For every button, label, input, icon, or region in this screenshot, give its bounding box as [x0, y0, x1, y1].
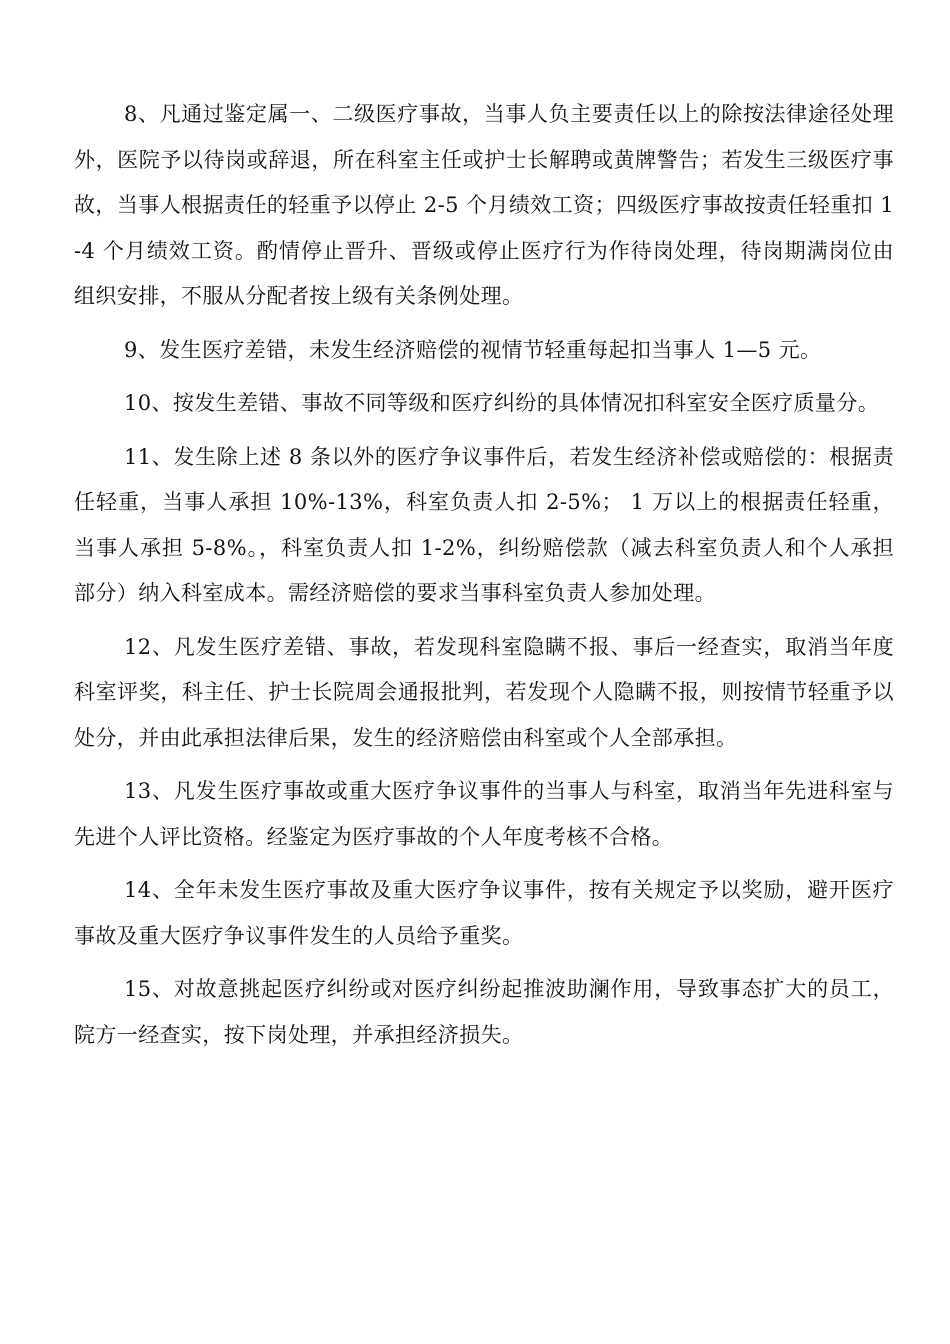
clause-13-paragraph: 13、凡发生医疗事故或重大医疗争议事件的当事人与科室，取消当年先进科室与先进个人评比资格。经鉴定为医疗事故的个人年度考核不合格。	[74, 779, 894, 849]
clause-10-paragraph: 10、按发生差错、事故不同等级和医疗纠纷的具体情况扣科室安全医疗质量分。	[124, 391, 880, 415]
document-body	[74, 92, 894, 1066]
clause-12-paragraph: 12、凡发生医疗差错、事故，若发现科室隐瞒不报、事后一经查实，取消当年度科室评奖，科主任、护士长院周会通报批判，若发现个人隐瞒不报，则按情节轻重予以处分，并由此承担法律后果，发生的经济赔偿由科室或个人全部承担。	[74, 634, 894, 750]
clause-9-paragraph: 9、发生医疗差错，未发生经济赔偿的视情节轻重每起扣当事人 1—5 元。	[124, 337, 822, 362]
clause-15-paragraph: 15、对故意挑起医疗纠纷或对医疗纠纷起推波助澜作用，导致事态扩大的员工，院方一经查实，按下岗处理，并承担经济损失。	[74, 977, 894, 1047]
clause-11-paragraph: 11、发生除上述 8 条以外的医疗争议事件后，若发生经济补偿或赔偿的：根据责任轻重，当事人承担 10%-13%，科室负责人扣 2-5%； 1 万以上的根据责任轻重，当事人承担 5-8%。，科室负责人扣 1-2%，纠纷赔偿款（减去科室负责人和个人承担部分）纳入科室成本。需经济赔偿的要求当事科室负责人参加处理。	[74, 444, 894, 605]
clause-14-paragraph: 14、全年未发生医疗事故及重大医疗争议事件，按有关规定予以奖励，避开医疗事故及重大医疗争议事件发生的人员给予重奖。	[74, 878, 894, 948]
clause-8-paragraph: 8、凡通过鉴定属一、二级医疗事故，当事人负主要责任以上的除按法律途径处理外，医院予以待岗或辞退，所在科室主任或护士长解聘或黄牌警告；若发生三级医疗事故，当事人根据责任的轻重予以停止 2-5 个月绩效工资；四级医疗事故按责任轻重扣 1 -4 个月绩效工资。酌情停止晋升、晋级或停止医疗行为作待岗处理，待岗期满岗位由组织安排，不服从分配者按上级有关条例处理。	[74, 102, 894, 308]
